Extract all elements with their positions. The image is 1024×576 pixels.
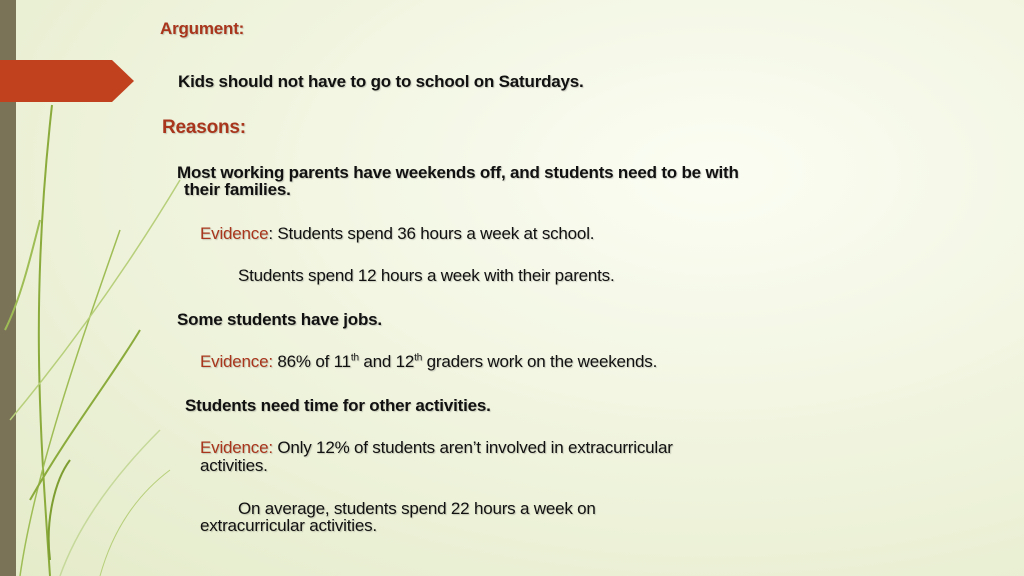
evidence-2-part-b: and 12 bbox=[358, 352, 415, 371]
evidence-3-text: Only 12% of students aren’t involved in extracurricular bbox=[272, 438, 673, 457]
evidence-1-label: Evidence bbox=[200, 224, 269, 243]
evidence-3b-line-2: extracurricular activities. bbox=[200, 516, 377, 535]
evidence-1-colon: : bbox=[268, 224, 278, 243]
evidence-1-text: Students spend 36 hours a week at school. bbox=[277, 224, 595, 243]
evidence-1b-text: Students spend 12 hours a week with their parents. bbox=[238, 266, 615, 285]
reason-2: Some students have jobs. bbox=[177, 310, 382, 329]
argument-text: Kids should not have to go to school on Saturdays. bbox=[178, 72, 584, 91]
red-arrow-tab bbox=[0, 60, 134, 102]
evidence-3-line-1 bbox=[200, 438, 673, 458]
evidence-3b-line-1: On average, students spend 22 hours a week on bbox=[238, 499, 596, 518]
argument-label: Argument: bbox=[160, 19, 245, 38]
evidence-2-label: Evidence: bbox=[200, 352, 273, 371]
evidence-2-sup-2: th bbox=[414, 352, 423, 364]
evidence-2-part-c: graders work on the weekends. bbox=[422, 352, 658, 371]
evidence-2 bbox=[200, 352, 657, 372]
reason-3: Students need time for other activities. bbox=[185, 396, 491, 415]
evidence-2-sup-1: th bbox=[350, 352, 359, 364]
reason-1-line-1: Most working parents have weekends off, and students need to be with bbox=[177, 163, 739, 182]
evidence-3-label: Evidence: bbox=[200, 438, 273, 457]
evidence-2-part-a: 86% of 11 bbox=[272, 352, 351, 371]
evidence-3-line-2: activities. bbox=[200, 456, 268, 475]
evidence-1 bbox=[200, 224, 594, 244]
reason-1-line-2: their families. bbox=[184, 180, 291, 199]
reasons-label: Reasons: bbox=[162, 117, 246, 138]
